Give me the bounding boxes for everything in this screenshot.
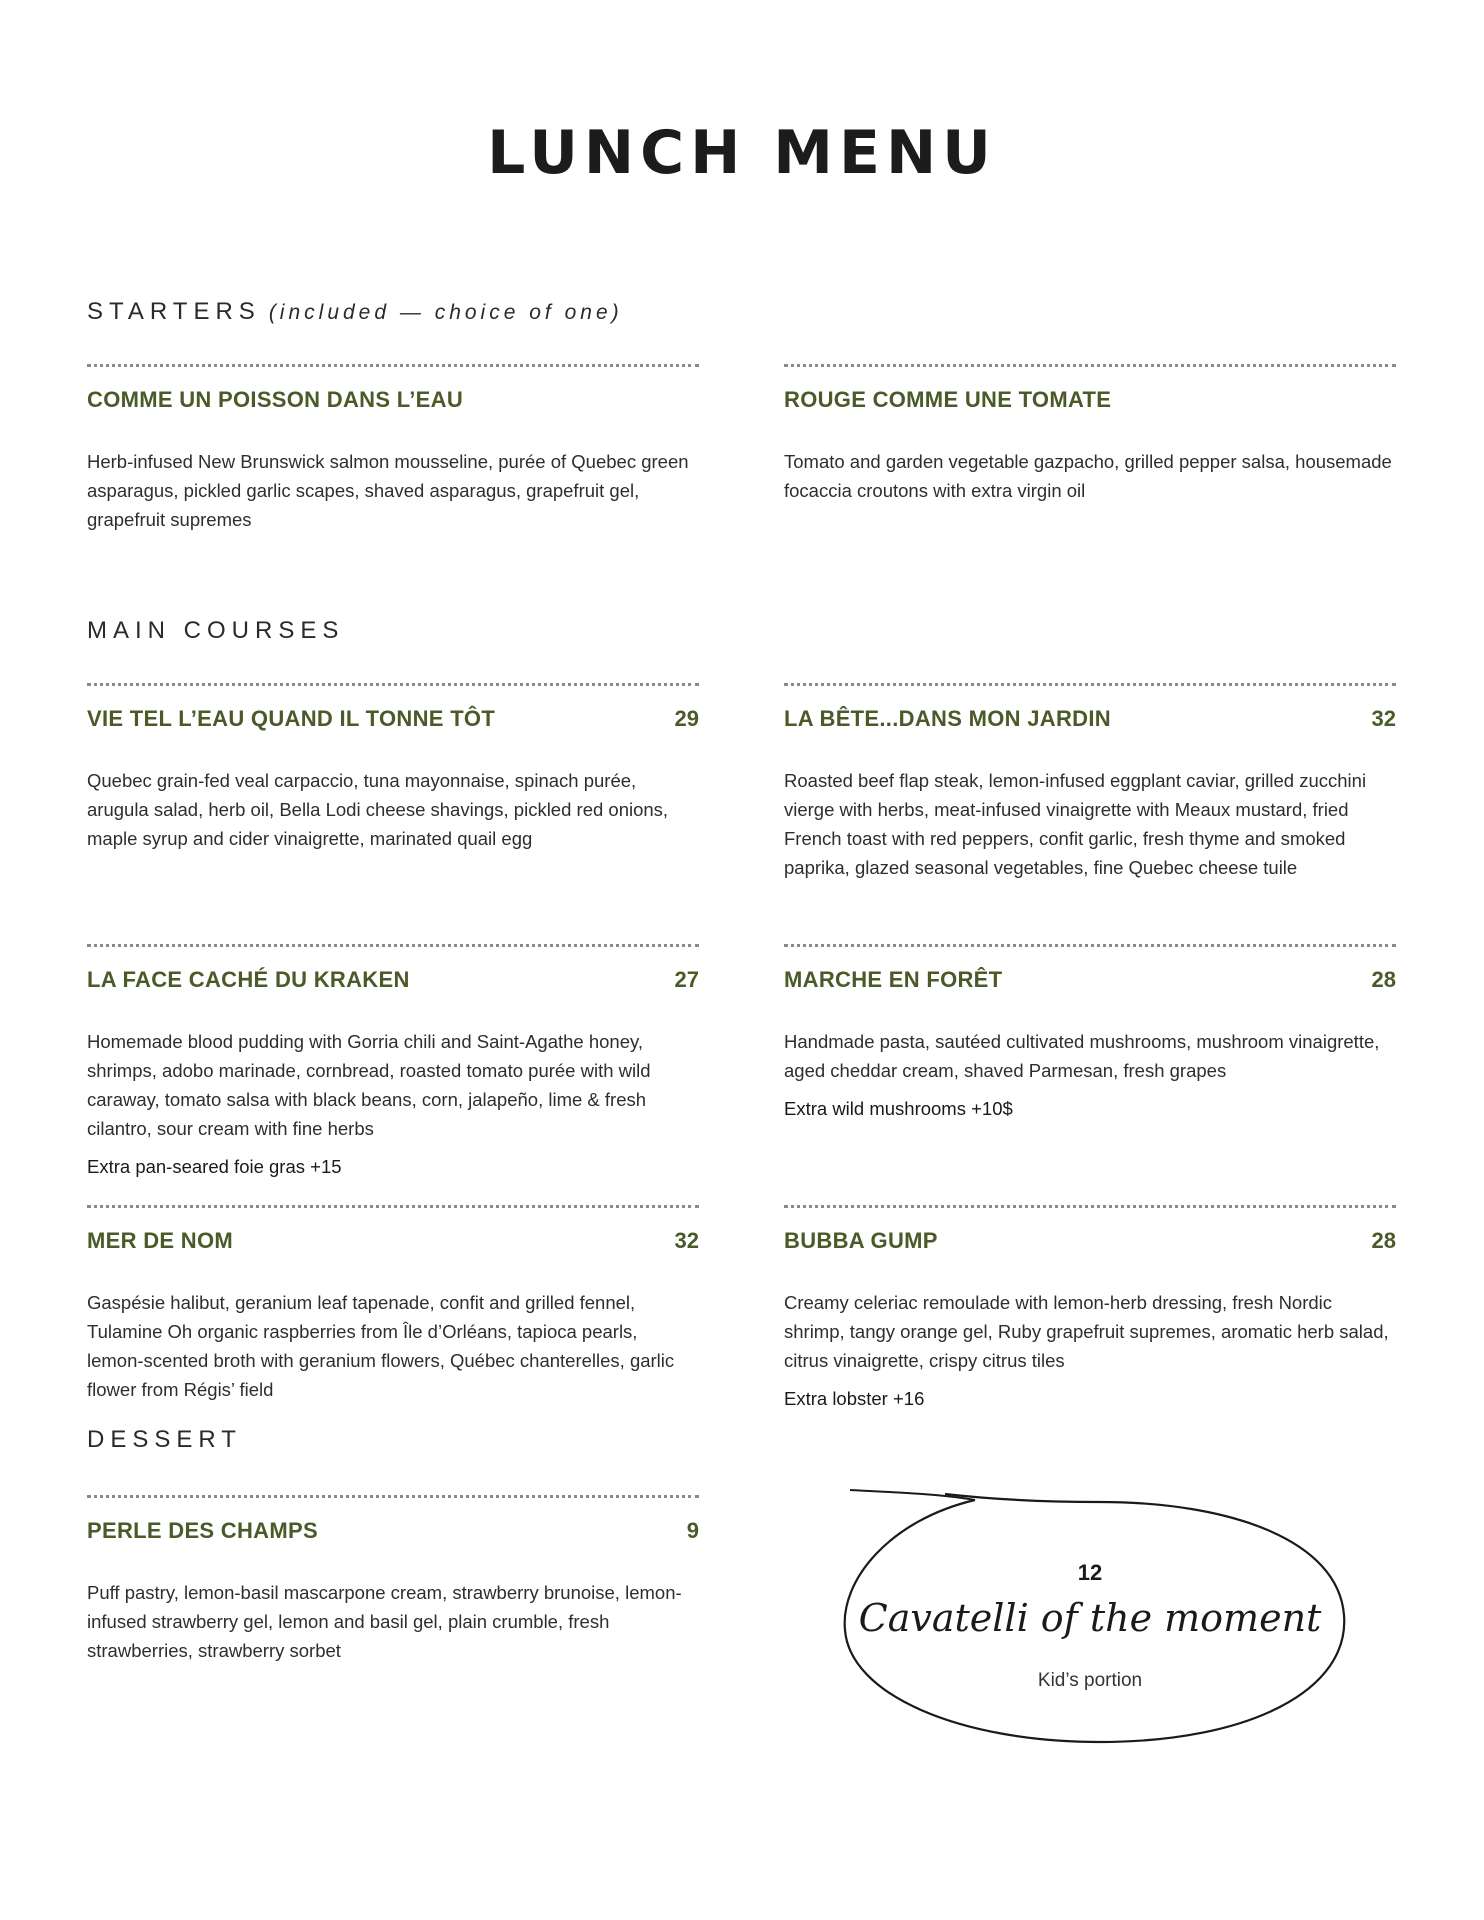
dotted-divider bbox=[784, 1205, 1396, 1208]
item-description: Herb-infused New Brunswick salmon mousseline, purée of Quebec green asparagus, pickled garlic scapes, shaved asparagus, grapefruit gel, grapefruit supremes bbox=[87, 451, 689, 530]
item-description: Creamy celeriac remoulade with lemon-herb dressing, fresh Nordic shrimp, tangy orange gel, Ruby grapefruit supremes, aromatic herb salad, citrus vinaigrette, crispy citrus tiles bbox=[784, 1292, 1389, 1371]
item-name: LA FACE CACHÉ DU KRAKEN bbox=[87, 967, 410, 992]
dotted-divider bbox=[784, 944, 1396, 947]
dotted-divider bbox=[87, 1205, 699, 1208]
section-dessert-label: DESSERT bbox=[87, 1426, 242, 1453]
item-extra: Extra lobster +16 bbox=[784, 1388, 925, 1409]
item-description: Roasted beef flap steak, lemon-infused eggplant caviar, grilled zucchini vierge with herbs, meat-infused vinaigrette with Meaux mustard, fried French toast with red peppers, confit garlic, fresh thyme and smoked paprika, glazed seasonal vegetables, fine Quebec cheese tuile bbox=[784, 770, 1367, 878]
item-name: VIE TEL L’EAU QUAND IL TONNE TÔT bbox=[87, 706, 496, 731]
kids-price: 12 bbox=[1077, 1560, 1103, 1585]
page-title: LUNCH MENU bbox=[487, 118, 997, 188]
item-name: BUBBA GUMP bbox=[784, 1228, 938, 1253]
menu-item-main-5 bbox=[87, 1205, 699, 1404]
item-price: 32 bbox=[674, 1228, 699, 1253]
section-starters-label: STARTERS bbox=[87, 298, 261, 325]
dotted-divider bbox=[87, 364, 699, 367]
dotted-divider bbox=[87, 1495, 699, 1498]
section-starters-note: (included — choice of one) bbox=[268, 301, 623, 324]
dotted-divider bbox=[87, 944, 699, 947]
item-price: 9 bbox=[686, 1518, 699, 1543]
kids-dish-name: Cavatelli of the moment bbox=[858, 1596, 1322, 1640]
item-extra: Extra pan-seared foie gras +15 bbox=[87, 1156, 342, 1177]
dotted-divider bbox=[784, 683, 1396, 686]
item-description: Puff pastry, lemon-basil mascarpone cream, strawberry brunoise, lemon-infused strawberry gel, lemon and basil gel, plain crumble, fresh strawberries, strawberry sorbet bbox=[87, 1582, 682, 1661]
dotted-divider bbox=[87, 683, 699, 686]
menu-item-main-1 bbox=[87, 683, 699, 853]
menu-item-starter-2 bbox=[784, 364, 1396, 505]
kids-portion-label: Kid’s portion bbox=[1037, 1670, 1143, 1691]
item-name: LA BÊTE...DANS MON JARDIN bbox=[784, 706, 1111, 731]
kids-portion-badge bbox=[830, 1480, 1350, 1760]
menu-item-main-2 bbox=[784, 683, 1396, 882]
item-description: Quebec grain-fed veal carpaccio, tuna mayonnaise, spinach purée, arugula salad, herb oil, Bella Lodi cheese shavings, pickled red onions, maple syrup and cider vinaigrette, marinated quail egg bbox=[87, 770, 669, 849]
menu-item-starter-1 bbox=[87, 364, 699, 534]
item-name: ROUGE COMME UNE TOMATE bbox=[784, 387, 1112, 412]
item-price: 29 bbox=[674, 706, 699, 731]
item-name: PERLE DES CHAMPS bbox=[87, 1518, 318, 1543]
menu-item-main-4 bbox=[784, 944, 1396, 1123]
item-price: 32 bbox=[1371, 706, 1396, 731]
item-name: MER DE NOM bbox=[87, 1228, 233, 1253]
section-dessert bbox=[87, 1426, 242, 1454]
menu-item-main-6 bbox=[784, 1205, 1396, 1413]
item-price: 28 bbox=[1371, 967, 1396, 992]
item-price: 27 bbox=[674, 967, 699, 992]
menu-item-dessert-1 bbox=[87, 1495, 699, 1665]
item-description: Homemade blood pudding with Gorria chili and Saint-Agathe honey, shrimps, adobo marinade, cornbread, roasted tomato purée with wild caraway, tomato salsa with black beans, corn, jalapeño, lime & fresh cilantro, sour cream with fine herbs bbox=[87, 1031, 651, 1139]
item-description: Gaspésie halibut, geranium leaf tapenade, confit and grilled fennel, Tulamine Oh organic raspberries from Île d’Orléans, tapioca pearls, lemon-scented broth with geranium flowers, Québec chanterelles, garlic flower from Régis’ field bbox=[87, 1292, 675, 1400]
item-description: Handmade pasta, sautéed cultivated mushrooms, mushroom vinaigrette, aged cheddar cream, shaved Parmesan, fresh grapes bbox=[784, 1031, 1380, 1081]
item-extra: Extra wild mushrooms +10$ bbox=[784, 1098, 1013, 1119]
item-name: MARCHE EN FORÊT bbox=[784, 967, 1003, 992]
section-main-courses-label: MAIN COURSES bbox=[87, 617, 345, 644]
section-main-courses bbox=[87, 617, 344, 645]
dotted-divider bbox=[784, 364, 1396, 367]
item-description: Tomato and garden vegetable gazpacho, grilled pepper salsa, housemade focaccia croutons with extra virgin oil bbox=[784, 451, 1392, 501]
item-name: COMME UN POISSON DANS L’EAU bbox=[87, 387, 464, 412]
section-starters bbox=[87, 298, 623, 326]
menu-item-main-3 bbox=[87, 944, 699, 1181]
item-price: 28 bbox=[1371, 1228, 1396, 1253]
